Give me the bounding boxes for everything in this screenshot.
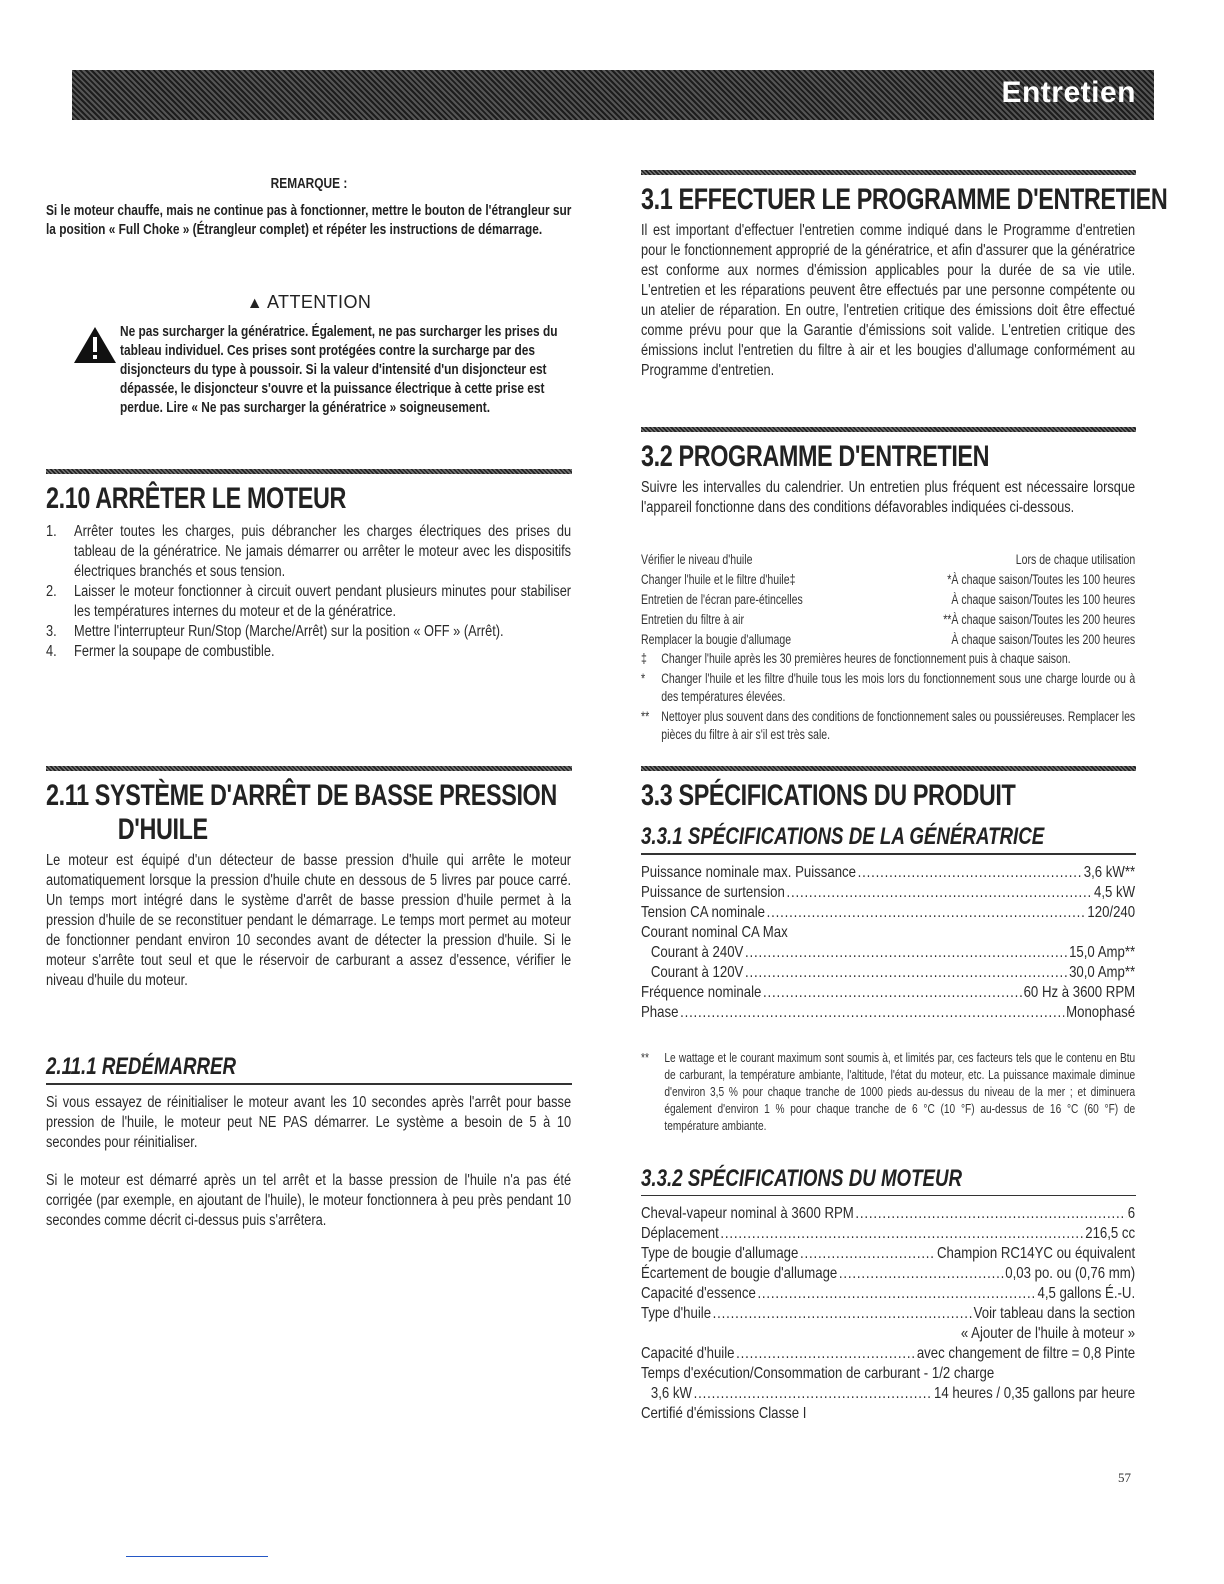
warning-icon: ▲ [246,295,263,312]
spec-row: Puissance de surtension ..... 4,5 kW [641,883,1135,903]
subsection-rule [641,1195,1136,1197]
step-item: 4. Fermer la soupape de combustible. [46,643,275,660]
section-2-10-steps-block [46,522,572,756]
schedule-row: Remplacer la bougie d'allumage À chaque saison/Toutes les 200 heures [641,632,1136,647]
note-heading: REMARQUE : [270,176,348,192]
step-item: 2. Laisser le moteur fonctionner à circuit ouvert pendant plusieurs minutes pour stabiliser les températures internes du moteur et de la génératrice. [46,583,572,620]
section-3-3-2-title: 3.3.2 SPÉCIFICATIONS DU MOTEUR [641,1164,963,1192]
maintenance-schedule-block [641,550,1136,648]
spec-row: Temps d'exécution/Consommation de carburant - 1/2 charge [641,1365,995,1382]
footnote-item: ‡ Changer l'huile après les 30 premières heures de fonctionnement puis à chaque saison. [641,651,1071,666]
section-2-11-1-para1-block [46,1093,572,1165]
section-3-2-title: 3.2 PROGRAMME D'ENTRETIEN [641,440,990,473]
schedule-row: Entretien de l'écran pare-étincelles À chaque saison/Toutes les 100 heures [641,592,1136,607]
right-column [641,170,1168,1424]
section-3-3-1-title: 3.3.1 SPÉCIFICATIONS DE LA GÉNÉRATRICE [641,823,1045,850]
attention-box [46,323,572,459]
generator-specs [641,863,1135,1023]
attention-heading [46,292,572,313]
spec-row: 3,6 kW ..... 14 heures / 0,35 gallons par heure [641,1384,1135,1404]
spec-row: « Ajouter de l'huile à moteur » [960,1325,1136,1342]
subsection-rule [641,853,1136,855]
spec-row: Capacité d'huile ..... avec changement de filtre = 0,8 Pinte [641,1344,1135,1364]
bottom-line [126,1556,268,1557]
section-2-11-1-para1: Si vous essayez de réinitialiser le moteur avant les 10 secondes après l'arrêt pour basse pression de l'huile, le moteur peut NE PAS démarrer. Le système a besoin de 5 à 10 secondes pour réinitialiser. [46,1093,572,1151]
left-column [46,170,572,1231]
section-2-10-steps [46,522,571,662]
section-rule [641,170,1136,175]
spec-row: Courant à 240V ..... 15,0 Amp** [641,943,1135,963]
section-3-1-title: 3.1 EFFECTUER LE PROGRAMME D'ENTRETIEN [641,183,1168,216]
spec-row: Type de bougie d'allumage ..... Champion RC14YC ou équivalent [641,1244,1135,1264]
spec-row: Cheval-vapeur nominal à 3600 RPM ..... 6 [641,1204,1135,1224]
spec-row: Tension CA nominale ..... 120/240 [641,903,1135,923]
section-2-11-1-title: 2.11.1 REDÉMARRER [46,1053,237,1080]
section-2-11-1-para2-block [46,1171,572,1231]
spec-row: Capacité d'essence ..... 4,5 gallons É.-U. [641,1284,1135,1304]
spec-row: Écartement de bougie d'allumage ..... 0,03 po. ou (0,76 mm) [641,1264,1135,1284]
page-number: 57 [1118,1470,1131,1485]
section-2-11-1-para2: Si le moteur est démarré après un tel arrêt et la basse pression de l'huile n'a pas été corrigée (par exemple, en ajoutant de l'huile), le moteur fonctionnera à peu près pendant 10 secondes comme décrit ci-dessus puis s'arrêtera. [46,1171,572,1229]
schedule-footnotes [641,650,1135,744]
section-rule [46,766,572,771]
subsection-rule [46,1083,572,1085]
attention-label: ATTENTION [266,292,372,312]
section-3-3-title: 3.3 SPÉCIFICATIONS DU PRODUIT [641,779,1016,812]
spec-row: Courant à 120V ..... 30,0 Amp** [641,963,1135,983]
generator-specs-block [641,863,1136,1045]
generator-footnote-block [641,1049,1136,1149]
section-2-11-body: Le moteur est équipé d'un détecteur de basse pression d'huile qui arrête le moteur automatiquement lorsque la pression d'huile chute en dessous de 5 livres par pouce carré. Un temps mort intégré dans le système d'arrêt de basse pression d'huile permet à la pression d'huile de se reconstituer pendant le démarrage. Le temps mort permet au moteur de fonctionner pendant environ 10 secondes avant de détecter la pression d'huile. Si le moteur s'arrête tout seul et que le réservoir de carburant a assez d'essence, vérifier le niveau d'huile du moteur. [46,852,572,989]
section-2-11-title: 2.11 SYSTÈME D'ARRÊT DE BASSE PRESSION D'HUILE [46,779,557,846]
engine-specs [641,1204,1135,1424]
spec-row: Puissance nominale max. Puissance ..... 3,6 kW** [641,863,1135,883]
section-rule [641,427,1136,432]
step-item: 3. Mettre l'interrupteur Run/Stop (Marche/Arrêt) sur la position « OFF » (Arrêt). [46,623,504,640]
schedule-footnotes-block [641,650,1136,766]
footnote-item: * Changer l'huile et les filtre d'huile tous les mois lors du fonctionnement sous une charge lourde ou à des températures élevées. [641,671,1136,704]
header-title: Entretien [1001,76,1136,109]
attention-body: Ne pas surcharger la génératrice. Également, ne pas surcharger les prises du tableau individuel. Ces prises sont protégées contre la surcharge par des disjoncteurs du type à poussoir. Si la valeur d'intensité d'un disjoncteur est dépassée, le disjoncteur s'ouvre et la puissance électrique à cette prise est perdue. Lire « Ne pas surcharger la génératrice » soigneusement. [120,324,558,416]
header-banner [72,70,1154,120]
section-2-10-title: 2.10 ARRÊTER LE MOTEUR [46,482,347,515]
generator-footnote: ** Le wattage et le courant maximum sont soumis à, et limités par, ces facteurs tels que le contenu en Btu de carburant, la température ambiante, l'altitude, l'état du moteur, etc. La puissance maximale diminue d'environ 3,5 % pour chaque tranche de 1000 pieds au-dessus du niveau de la mer ; et diminuera également d'environ 1 % pour chaque tranche de 6 °C (10 °F) au-dessus de 16 °C (60 °F) de température ambiante. [641,1049,1136,1133]
step-item: 1. Arrêter toutes les charges, puis débrancher les charges électriques des prises du tableau de la génératrice. Ne jamais démarrer ou arrêter le moteur avec les dispositifs électriques branchés et sous tension. [46,523,572,580]
spec-row: Certifié d'émissions Classe I [641,1405,807,1422]
spec-row: Fréquence nominale ..... 60 Hz à 3600 RPM [641,983,1135,1003]
schedule-row: Vérifier le niveau d'huile Lors de chaque utilisation [641,552,1136,567]
note-body: Si le moteur chauffe, mais ne continue pas à fonctionner, mettre le bouton de l'étrangleur sur la position « Full Choke » (Étrangleur complet) et répéter les instructions de démarrage. [46,203,572,238]
schedule-row: Changer l'huile et le filtre d'huile‡ *À chaque saison/Toutes les 100 heures [641,572,1136,587]
footnote-item: ** Nettoyer plus souvent dans des conditions de fonctionnement sales ou poussiéreuses. Remplacer les pièces du filtre à air s'il est très sale. [641,709,1136,742]
engine-specs-block [641,1204,1136,1424]
section-rule [46,469,572,474]
spec-row: Courant nominal CA Max [641,923,788,941]
warning-triangle-icon [72,325,118,365]
section-2-11-body-block [46,851,572,1035]
spec-row: Phase ..... Monophasé [641,1003,1135,1023]
note-block [46,202,572,266]
maintenance-schedule [641,550,1135,650]
section-rule [641,766,1136,771]
section-3-1-body: Il est important d'effectuer l'entretien comme indiqué dans le Programme d'entretien pour le fonctionnement approprié de la génératrice, et afin d'assurer que la génératrice est conforme aux normes d'émission applicables pour la durée de sa vie utile. L'entretien et les réparations peuvent être effectués par une personne compétente ou un atelier de réparation. En outre, l'entretien critique des émissions doit être effectué comme prévu pour que la Garantie d'émissions soit valide. L'entretien critique des émissions inclut l'entretien du filtre à air et les bougies d'allumage conformément au Programme d'entretien. [641,222,1136,379]
section-3-2-body: Suivre les intervalles du calendrier. Un entretien plus fréquent est nécessaire lorsque l'appareil fonctionne dans des conditions défavorables indiquées ci-dessous. [641,479,1136,516]
schedule-row: Entretien du filtre à air **À chaque saison/Toutes les 200 heures [641,612,1136,627]
section-3-1-body-block [641,221,1136,417]
spec-row: Déplacement ..... 216,5 cc [641,1224,1135,1244]
section-3-2-body-block [641,478,1136,538]
spec-row: Type d'huile ..... Voir tableau dans la section [641,1304,1135,1324]
